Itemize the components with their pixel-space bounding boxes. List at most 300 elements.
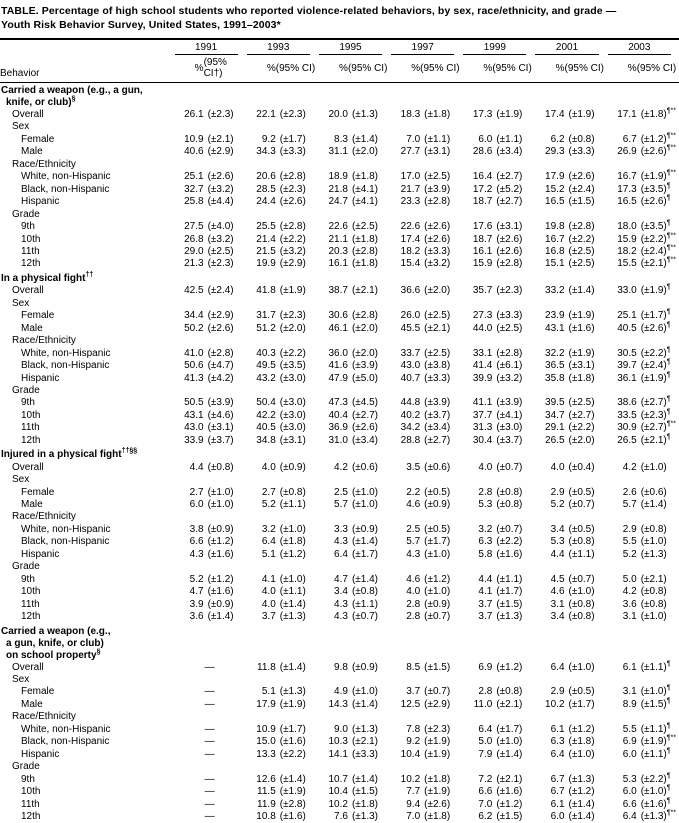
ci-cell: (±0.9) [204,524,246,536]
ci-cell: (±1.9)¶ [637,285,679,297]
ci-cell: (±0.7) [565,574,607,586]
row-label: Race/Ethnicity [0,159,174,171]
ci-cell: (±1.6) [204,549,246,561]
pct-cell: 11.0 [462,699,492,711]
ci-cell: (±0.8) [348,586,390,598]
row-label: White, non-Hispanic [0,524,174,536]
ci-cell: (±1.1)¶ [637,662,679,674]
ci-cell: (±3.2) [492,373,534,385]
ci-cell: (±1.2) [276,549,318,561]
pct-cell: 40.2 [390,410,420,422]
table-row [0,524,679,536]
ci-cell: (±3.7) [204,435,246,447]
table-row [0,385,679,397]
pct-cell: 33.0 [607,285,637,297]
year-header: 2003 [607,39,679,55]
ci-cell: (±0.6) [348,462,390,474]
ci-cell: (±1.7) [348,549,390,561]
pct-cell: 15.1 [534,258,564,270]
row-label: Female [0,686,174,698]
ci-cell: (±1.0) [565,662,607,674]
pct-cell: 6.2 [534,134,564,146]
ci-cell: (±1.0) [637,462,679,474]
pct-cell: 30.9 [607,422,637,434]
ci-cell: (±0.8) [492,487,534,499]
row-label: Hispanic [0,373,174,385]
ci-cell: (±1.1) [276,499,318,511]
pct-cell: 5.1 [246,549,276,561]
year-header: 1991 [174,39,246,55]
ci-cell: (±0.8) [565,599,607,611]
ci-cell: (±3.9) [492,397,534,409]
ci-cell: (±2.3) [204,109,246,121]
table-row [0,373,679,385]
pct-cell: 4.2 [318,462,348,474]
ci-cell: (±1.4) [348,574,390,586]
pct-cell: 33.5 [607,410,637,422]
pct-cell: 2.8 [390,611,420,623]
ci-cell: (±1.8) [420,811,462,823]
ci-cell: (±3.9) [420,184,462,196]
no-data-cell: — [174,786,246,798]
ci-cell: (±1.2) [492,799,534,811]
ci-cell: (±3.0) [492,422,534,434]
ci-cell: (±2.8) [204,348,246,360]
ci-cell: (±3.1) [565,360,607,372]
table-row [0,159,679,171]
ci-cell: (±1.9) [420,736,462,748]
pct-cell: 21.3 [174,258,204,270]
pct-cell: 2.8 [462,487,492,499]
pct-cell: 7.0 [390,811,420,823]
empty-cells [174,674,679,686]
ci-cell: (±2.9) [204,146,246,158]
pct-cell: 17.9 [246,699,276,711]
row-label: Overall [0,109,174,121]
ci-cell: (±1.1) [565,549,607,561]
ci-cell: (±2.2)¶** [637,234,679,246]
pct-cell: 36.1 [607,373,637,385]
pct-cell: 39.5 [534,397,564,409]
section-header-row [0,271,679,285]
pct-cell: 31.1 [318,146,348,158]
ci-cell: (±1.1)¶ [637,724,679,736]
pct-cell: 4.4 [462,574,492,586]
pct-cell: 19.9 [246,258,276,270]
ci-cell: (±1.4) [637,499,679,511]
ci-cell: (±2.5) [420,348,462,360]
ci-cell: (±1.4) [204,611,246,623]
pct-cell: 2.8 [390,599,420,611]
row-label: Grade [0,209,174,221]
table-row [0,209,679,221]
table-row [0,599,679,611]
pct-cell: 34.4 [174,310,204,322]
ci-cell: (±4.7) [204,360,246,372]
pct-cell: 6.4 [318,549,348,561]
pct-cell: 5.3 [462,499,492,511]
pct-cell: 43.2 [246,373,276,385]
pct-cell: 7.0 [462,799,492,811]
ci-cell: (±1.0) [276,574,318,586]
pct-cell: 36.6 [390,285,420,297]
ci-cell: (±0.5) [565,686,607,698]
ci-cell: (±3.3) [348,749,390,761]
ci-cell: (±2.1) [348,736,390,748]
pct-cell: 14.3 [318,699,348,711]
ci-cell: (±2.2) [565,422,607,434]
pct-cell: 4.0 [246,462,276,474]
ci-cell: (±2.4)¶** [637,246,679,258]
pct-cell: 4.4 [174,462,204,474]
pct-cell: 4.1 [462,586,492,598]
pct-cell: 15.0 [246,736,276,748]
ci-cell: (±2.1) [637,574,679,586]
ci-cell: (±0.8) [637,586,679,598]
pct-cell: 3.9 [174,599,204,611]
empty-cells [174,474,679,486]
ci-cell: (±1.0)¶ [637,786,679,798]
pct-cell: 22.1 [246,109,276,121]
ci-cell: (±1.5)¶ [637,699,679,711]
pct-cell: 3.3 [318,524,348,536]
pct-cell: 15.5 [607,258,637,270]
empty-cells [174,335,679,347]
row-label: Race/Ethnicity [0,511,174,523]
ci-cell: (±3.2) [276,246,318,258]
ci-cell: (±2.8) [276,799,318,811]
empty-cells [174,511,679,523]
pct-cell: 3.7 [246,611,276,623]
pct-cell: 22.6 [390,221,420,233]
pct-cell: 12.5 [390,699,420,711]
ci-cell: (±0.5) [420,524,462,536]
pct-cell: 50.4 [246,397,276,409]
pct-cell: 6.4 [246,536,276,548]
row-label: Female [0,310,174,322]
pct-cell: 18.7 [462,196,492,208]
pct-cell: 5.5 [607,536,637,548]
pct-cell: 7.2 [462,774,492,786]
table-row [0,786,679,798]
ci-cell: (±2.2) [565,234,607,246]
pct-cell: 9.2 [246,134,276,146]
pct-cell: 24.7 [318,196,348,208]
ci-cell: (±2.0) [348,323,390,335]
ci-header: (95% CI) [492,55,534,83]
row-label: White, non-Hispanic [0,171,174,183]
table-row [0,749,679,761]
pct-cell: 40.4 [318,410,348,422]
ci-cell: (±1.2) [204,536,246,548]
table-row [0,310,679,322]
ci-cell: (±1.5) [420,662,462,674]
pct-cell: 3.4 [318,586,348,598]
row-label: 11th [0,599,174,611]
pct-cell: 16.7 [534,234,564,246]
pct-cell: 6.1 [607,662,637,674]
pct-cell: 6.7 [607,134,637,146]
table-row [0,699,679,711]
ci-cell: (±0.7) [348,611,390,623]
pct-cell: 19.8 [534,221,564,233]
pct-cell: 9.8 [318,662,348,674]
pct-cell: 6.3 [534,736,564,748]
pct-cell: 2.7 [174,487,204,499]
ci-cell: (±1.8) [565,373,607,385]
row-label: Overall [0,662,174,674]
ci-cell: (±2.6)¶ [637,323,679,335]
row-label: 11th [0,799,174,811]
pct-cell: 40.5 [246,422,276,434]
ci-cell: (±0.8) [565,536,607,548]
pct-cell: 18.2 [390,246,420,258]
pct-cell: 18.0 [607,221,637,233]
ci-cell: (±1.8) [348,171,390,183]
pct-cell: 4.2 [607,462,637,474]
ci-cell: (±3.1) [492,221,534,233]
row-label: Grade [0,561,174,573]
pct-cell: 30.5 [607,348,637,360]
table-row [0,549,679,561]
pct-cell: 6.1 [534,724,564,736]
pct-cell: 6.9 [462,662,492,674]
ci-header: (95% CI) [565,55,607,83]
row-label: Female [0,487,174,499]
row-label: Race/Ethnicity [0,711,174,723]
ci-cell: (±1.0) [565,586,607,598]
ci-cell: (±1.6) [276,736,318,748]
ci-cell: (±2.8) [420,196,462,208]
ci-cell: (±2.5) [565,246,607,258]
row-label: 10th [0,410,174,422]
pct-cell: 26.5 [534,435,564,447]
ci-cell: (±0.8) [565,134,607,146]
ci-cell: (±1.9)¶** [637,736,679,748]
table-row [0,686,679,698]
ci-cell: (±0.6) [637,487,679,499]
empty-cells [174,385,679,397]
pct-cell: 43.1 [174,410,204,422]
ci-cell: (±1.4) [348,134,390,146]
ci-cell: (±1.9)¶** [637,171,679,183]
pct-cell: 17.4 [534,109,564,121]
pct-cell: 7.8 [390,724,420,736]
pct-cell: 6.4 [534,749,564,761]
ci-cell: (±1.1) [276,586,318,598]
ci-cell: (±1.7) [420,536,462,548]
pct-cell: 7.7 [390,786,420,798]
no-data-cell: — [174,799,246,811]
ci-cell: (±1.1) [492,134,534,146]
pct-cell: 40.5 [607,323,637,335]
pct-cell: 10.2 [318,799,348,811]
pct-cell: 4.9 [318,686,348,698]
pct-cell: 3.7 [390,686,420,698]
row-label: Hispanic [0,749,174,761]
pct-cell: 3.8 [174,524,204,536]
pct-cell: 18.2 [607,246,637,258]
pct-cell: 41.3 [174,373,204,385]
table-row [0,196,679,208]
ci-cell: (±1.7) [565,699,607,711]
section-header-row [0,447,679,461]
empty-cells [174,711,679,723]
table-row [0,611,679,623]
table-row [0,146,679,158]
row-label: Overall [0,285,174,297]
pct-cell: 4.7 [318,574,348,586]
pct-cell: 2.6 [607,487,637,499]
pct-cell: 6.4 [607,811,637,823]
pct-cell: 3.1 [534,599,564,611]
table-row [0,397,679,409]
pct-header: % [318,55,348,83]
ci-cell: (±2.8) [276,221,318,233]
pct-cell: 5.3 [607,774,637,786]
pct-cell: 7.0 [390,134,420,146]
ci-cell: (±0.5) [565,524,607,536]
pct-cell: 4.7 [174,586,204,598]
pct-cell: 21.1 [318,234,348,246]
ci-cell: (±1.6) [276,811,318,823]
pct-cell: 3.7 [462,599,492,611]
pct-cell: 5.1 [246,686,276,698]
ci-cell: (±2.6) [420,234,462,246]
pct-cell: 7.6 [318,811,348,823]
pct-cell: 10.3 [318,736,348,748]
pct-cell: 5.5 [607,724,637,736]
ci-cell: (±2.2) [276,234,318,246]
ci-cell: (±2.2)¶ [637,774,679,786]
pct-cell: 15.9 [607,234,637,246]
pct-header: % [534,55,564,83]
pct-cell: 4.3 [318,599,348,611]
ci-cell: (±3.2) [204,184,246,196]
pct-header: % [462,55,492,83]
ci-cell: (±2.7)¶** [637,422,679,434]
ci-cell: (±4.5) [348,397,390,409]
behavior-col-spacer [0,39,174,55]
ci-cell: (±1.3) [565,774,607,786]
pct-cell: 6.6 [174,536,204,548]
behavior-header: Behavior [0,55,174,83]
pct-cell: 34.8 [246,435,276,447]
pct-cell: 29.0 [174,246,204,258]
ci-cell: (±1.0) [420,549,462,561]
ci-cell: (±2.8) [492,348,534,360]
pct-cell: 50.2 [174,323,204,335]
pct-cell: 5.3 [534,536,564,548]
ci-cell: (±1.1) [348,599,390,611]
ci-cell: (±1.6) [492,786,534,798]
table-row [0,736,679,748]
ci-cell: (±1.2) [565,786,607,798]
ci-cell: (±2.6) [276,196,318,208]
empty-cells [174,298,679,310]
pct-cell: 3.2 [246,524,276,536]
table-row [0,121,679,133]
ci-cell: (±2.1)¶** [637,258,679,270]
ci-cell: (±2.2) [276,348,318,360]
pct-cell: 6.0 [607,749,637,761]
ci-cell: (±2.0) [348,348,390,360]
row-label: Grade [0,761,174,773]
pct-cell: 25.5 [246,221,276,233]
pct-cell: 31.3 [462,422,492,434]
table-row [0,410,679,422]
pct-cell: 6.9 [607,736,637,748]
table-row [0,323,679,335]
pct-cell: 6.7 [534,774,564,786]
row-label: Black, non-Hispanic [0,360,174,372]
row-label: Race/Ethnicity [0,335,174,347]
table-row [0,662,679,674]
pct-cell: 33.7 [390,348,420,360]
table-row [0,811,679,823]
row-label: Hispanic [0,196,174,208]
ci-cell: (±1.8) [348,258,390,270]
pct-cell: 29.1 [534,422,564,434]
ci-cell: (±3.3) [565,146,607,158]
ci-header: (95% CI) [348,55,390,83]
ci-cell: (±3.5)¶ [637,184,679,196]
ci-cell: (±2.0) [276,323,318,335]
pct-cell: 2.7 [246,487,276,499]
ci-cell: (±0.7) [420,686,462,698]
ci-cell: (±1.9) [565,109,607,121]
ci-cell: (±2.1) [348,285,390,297]
pct-cell: 4.0 [390,586,420,598]
pct-cell: 4.0 [246,586,276,598]
ci-cell: (±2.3)¶ [637,410,679,422]
ci-cell: (±1.0) [204,499,246,511]
pct-cell: 35.8 [534,373,564,385]
pct-cell: 2.8 [462,686,492,698]
ci-cell: (±2.3) [492,285,534,297]
ci-cell: (±2.1)¶ [637,435,679,447]
ci-cell: (±3.9) [348,360,390,372]
table-row [0,674,679,686]
ci-cell: (±0.7) [492,462,534,474]
ci-cell: (±3.2) [204,234,246,246]
ci-cell: (±2.5) [420,171,462,183]
pct-cell: 40.7 [390,373,420,385]
table-row [0,348,679,360]
ci-cell: (±1.8)¶** [637,109,679,121]
table-row [0,711,679,723]
ci-cell: (±0.7) [420,611,462,623]
pct-cell: 4.0 [246,599,276,611]
pct-cell: 3.4 [534,524,564,536]
row-label: Male [0,146,174,158]
ci-cell: (±1.1) [492,574,534,586]
pct-cell: 37.7 [462,410,492,422]
ci-cell: (±2.5) [565,258,607,270]
pct-cell: 5.7 [390,536,420,548]
ci-cell: (±3.0) [276,422,318,434]
row-label: Black, non-Hispanic [0,536,174,548]
ci-cell: (±1.4) [348,774,390,786]
row-label: Overall [0,462,174,474]
ci-cell: (±1.9) [276,699,318,711]
pct-cell: 28.5 [246,184,276,196]
ci-cell: (±3.4) [348,435,390,447]
ci-cell: (±2.7) [565,410,607,422]
pct-cell: 3.2 [462,524,492,536]
row-label: 12th [0,435,174,447]
ci-cell: (±1.1) [420,134,462,146]
